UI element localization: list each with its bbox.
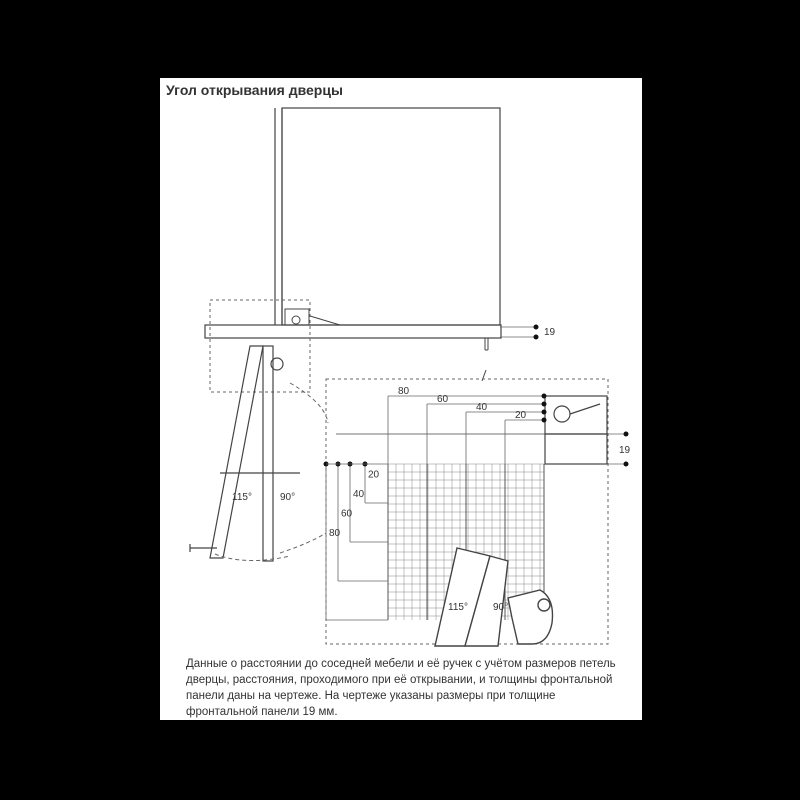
- dim-v-label-80: 80: [329, 528, 341, 539]
- document-page: [160, 78, 642, 720]
- dim-v-label-20: 20: [368, 469, 380, 481]
- angle-115-detail: 115°: [448, 602, 468, 613]
- door-swing-detail: [435, 548, 553, 646]
- dim-h-label-20: 20: [515, 410, 527, 421]
- angle-90-left: 90°: [280, 492, 296, 503]
- page-title: Угол открывания дверцы: [166, 82, 343, 98]
- dim-v-label-40: 40: [353, 489, 365, 500]
- vertical-dimensions: [324, 462, 389, 621]
- door-panel-detail: [336, 396, 607, 464]
- door-swing-left: [190, 346, 328, 561]
- dimension-dot: [542, 402, 547, 407]
- dim-h-label-40: 40: [476, 402, 488, 413]
- dimension-dot: [542, 394, 547, 399]
- dim-19-top-label: 19: [544, 327, 556, 338]
- dim-h-label-80: 80: [398, 386, 410, 397]
- caption-text: Данные о расстоянии до соседней мебели и её ручек с учётом размеров петель дверцы, расстояния, проходимого при её открывании, и толщины фронтальной панели даны на чертеже. На чертеже указаны размеры при толщине фронтальной панели 19 мм.: [186, 658, 616, 718]
- angle-90-detail: 90°: [493, 602, 509, 613]
- dim-h-label-60: 60: [437, 394, 449, 405]
- dim-19-right-label: 19: [619, 445, 631, 456]
- dimension-19-top: [500, 325, 556, 340]
- dimension-19-right: [607, 432, 631, 467]
- dimension-dot: [542, 418, 547, 423]
- hinge-detail-top: [285, 309, 488, 350]
- horizontal-dimensions: [388, 386, 547, 464]
- dimension-dot: [542, 410, 547, 415]
- door-opening-diagram: [160, 78, 642, 720]
- dim-v-label-60: 60: [341, 508, 353, 520]
- angle-115-left: 115°: [232, 492, 252, 503]
- cabinet-outline: [205, 108, 501, 338]
